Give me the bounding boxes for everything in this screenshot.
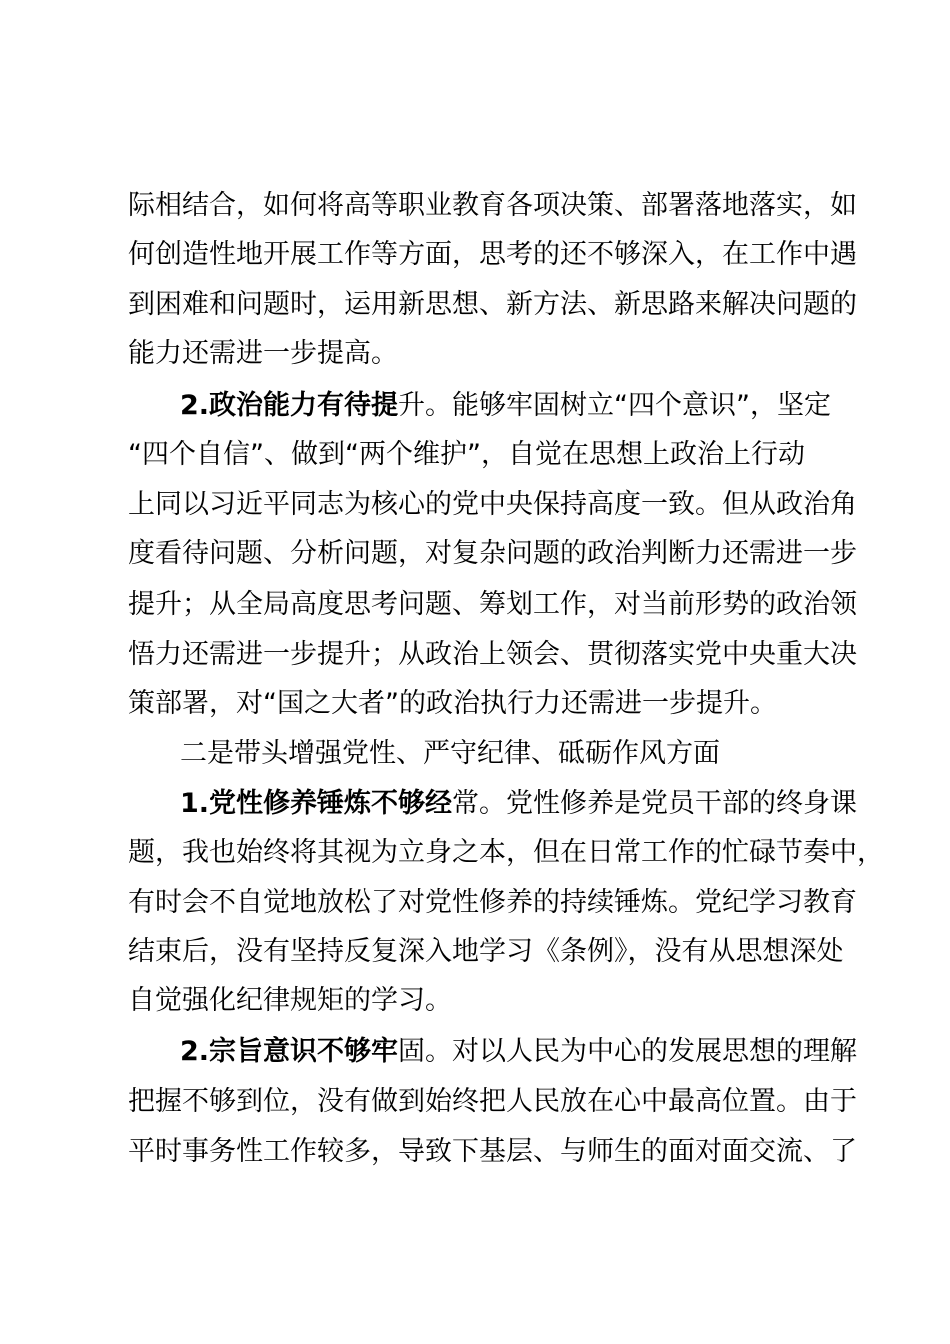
subheading-political-ability-text: 升。能够牢固树立“四个意识”，坚定 <box>398 390 832 421</box>
paragraph-line-7: 上同以习近平同志为核心的党中央保持高度一致。但从政治角 <box>128 489 857 520</box>
subheading-party-cultivation-text: 常。党性修养是党员干部的终身课 <box>452 788 858 819</box>
paragraph-line-2: 何创造性地开展工作等方面，思考的还不够深入，在工作中遇 <box>128 239 857 270</box>
paragraph-line-14: 题，我也始终将其视为立身之本，但在日常工作的忙碌节奏中， <box>128 837 884 868</box>
paragraph-line-20: 平时事务性工作较多，导致下基层、与师生的面对面交流、了 <box>128 1136 857 1167</box>
paragraph-line-3: 到困难和问题时，运用新思想、新方法、新思路来解决问题的 <box>128 289 857 320</box>
paragraph-line-16: 结束后，没有坚持反复深入地学习《条例》，没有从思想深处 <box>128 936 844 967</box>
paragraph-line-10: 悟力还需进一步提升；从政治上领会、贯彻落实党中央重大决 <box>128 639 857 670</box>
paragraph-line-17: 自觉强化纪律规矩的学习。 <box>128 985 452 1016</box>
subheading-purpose-awareness: 2.宗旨意识不够牢 <box>180 1036 399 1067</box>
paragraph-line-15: 有时会不自觉地放松了对党性修养的持续锤炼。党纪学习教育 <box>128 887 857 918</box>
paragraph-line-11: 策部署，对“国之大者”的政治执行力还需进一步提升。 <box>128 688 777 719</box>
paragraph-line-19: 把握不够到位，没有做到始终把人民放在心中最高位置。由于 <box>128 1086 857 1117</box>
paragraph-line-1: 际相结合，如何将高等职业教育各项决策、部署落地落实，如 <box>128 190 857 221</box>
section-heading-party-spirit: 二是带头增强党性、严守纪律、砥砺作风方面 <box>180 738 720 769</box>
paragraph-line-9: 提升；从全局高度思考问题、筹划工作，对当前形势的政治领 <box>128 589 857 620</box>
heading-line-party-cultivation <box>180 786 857 822</box>
subheading-political-ability: 2.政治能力有待提 <box>180 390 399 421</box>
paragraph-line-6: “四个自信”、做到“两个维护”，自觉在思想上政治上行动 <box>128 439 805 470</box>
subheading-purpose-awareness-text: 固。对以人民为中心的发展思想的理解 <box>398 1036 858 1067</box>
paragraph-line-8: 度看待问题、分析问题，对复杂问题的政治判断力还需进一步 <box>128 538 857 569</box>
heading-line-political-ability <box>180 388 831 424</box>
subheading-party-cultivation: 1.党性修养锤炼不够经 <box>180 788 453 819</box>
heading-line-purpose-awareness <box>180 1034 857 1070</box>
paragraph-line-4: 能力还需进一步提高。 <box>128 338 398 369</box>
